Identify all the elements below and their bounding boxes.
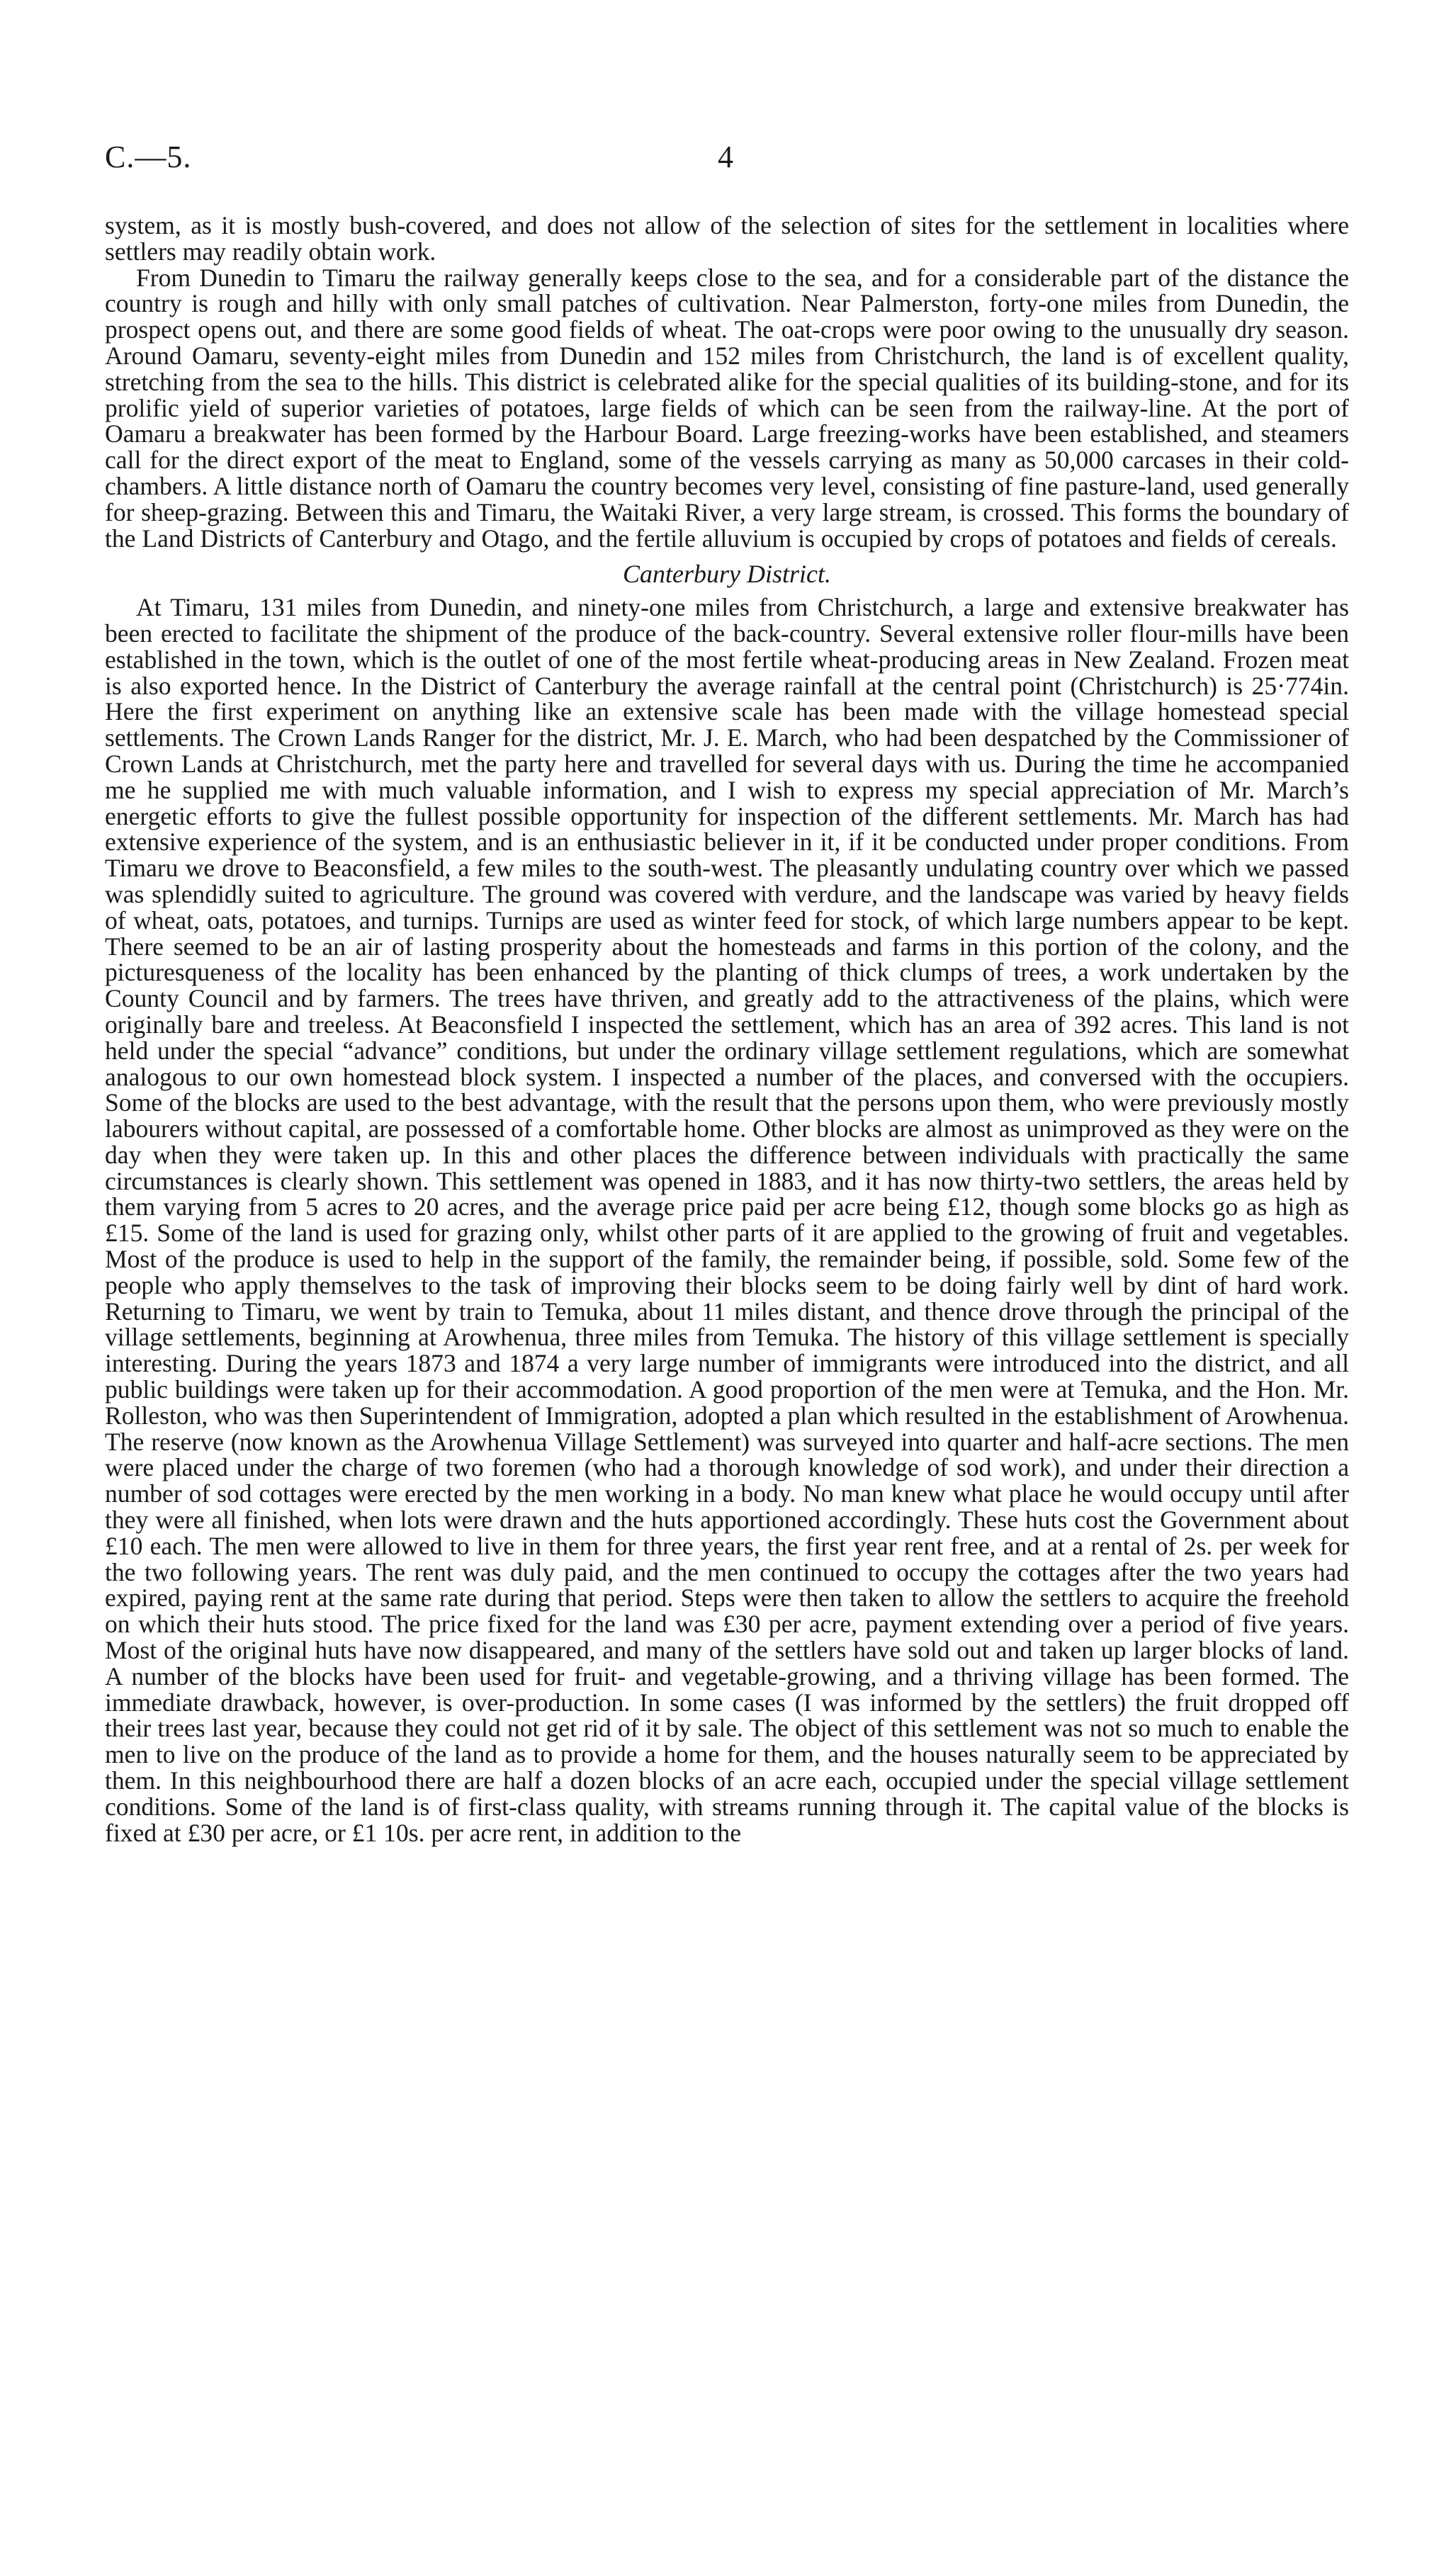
document-reference: C.—5. <box>105 140 192 174</box>
running-header <box>105 139 1349 181</box>
paragraph-timaru: At Timaru, 131 miles from Dunedin, and ninety-one miles from Christchurch, a large and extensive breakwater has been erected to facilitate the shipment of the produce of the back-country. Several extensive roller flour-mills have been established in the town, which is the outlet of one of the most fertile wheat-producing areas in New Zealand. Frozen meat is also exported hence. In the District of Canterbury the average rainfall at the central point (Christchurch) is 25·774in. Here the first experiment on anything like an extensive scale has been made with the village homestead special settlements. The Crown Lands Ranger for the district, Mr. J. E. March, who had been despatched by the Commissioner of Crown Lands at Christchurch, met the party here and travelled for several days with us. During the time he accompanied me he supplied me with much valuable information, and I wish to express my special appreciation of Mr. March’s energetic efforts to give the fullest possible opportunity for inspection of the different settlements. Mr. March has had extensive experience of the system, and is an enthusiastic believer in it, if it be conducted under proper conditions. From Timaru we drove to Beaconsfield, a few miles to the south-west. The pleasantly undulating country over which we passed was splendidly suited to agriculture. The ground was covered with verdure, and the landscape was varied by heavy fields of wheat, oats, potatoes, and turnips. Turnips are used as winter feed for stock, of which large numbers appear to be kept. There seemed to be an air of lasting prosperity about the homesteads and farms in this portion of the colony, and the picturesqueness of the locality has been enhanced by the planting of thick clumps of trees, a work undertaken by the County Council and by farmers. The trees have thriven, and greatly add to the attractiveness of the plains, which were originally bare and treeless. At Beaconsfield I inspected the settlement, which has an area of 392 acres. This land is not held under the special “advance” conditions, but under the ordinary village settlement regulations, which are somewhat analogous to our own homestead block system. I inspected a number of the places, and conversed with the occupiers. Some of the blocks are used to the best advantage, with the result that the persons upon them, who were previously mostly labourers without capital, are possessed of a comfortable home. Other blocks are almost as unimproved as they were on the day when they were taken up. In this and other places the difference between individuals with practically the same circumstances is clearly shown. This settlement was opened in 1883, and it has now thirty-two settlers, the areas held by them varying from 5 acres to 20 acres, and the average price paid per acre being £12, though some blocks go as high as £15. Some of the land is used for grazing only, whilst other parts of it are applied to the growing of fruit and vegetables. Most of the produce is used to help in the support of the family, the remainder being, if possible, sold. Some few of the people who apply themselves to the task of improving their blocks seem to be doing fairly well by dint of hard work. Returning to Timaru, we went by train to Temuka, about 11 miles distant, and thence drove through the principal of the village settlements, beginning at Arowhenua, three miles from Temuka. The history of this village settlement is specially interesting. During the years 1873 and 1874 a very large number of immigrants were introduced into the district, and all public buildings were taken up for their accommodation. A good proportion of the men were at Temuka, and the Hon. Mr. Rolleston, who was then Superintendent of Immigration, adopted a plan which resulted in the establishment of Arowhenua. The reserve (now known as the Arowhenua Village Settlement) was surveyed into quarter and half-acre sections. The men were placed under the charge of two foremen (who had a thorough knowledge of sod work), and under their direction a number of sod cottages were erected by the men working in a body. No man knew what place he would occupy until after they were all finished, when lots were drawn and the huts apportioned accordingly. These huts cost the Government about £10 each. The men were allowed to live in them for three years, the first year rent free, and at a rental of 2s. per week for the two following years. The rent was duly paid, and the men continued to occupy the cottages after the two years had expired, paying rent at the same rate during that period. Steps were then taken to allow the settlers to acquire the freehold on which their huts stood. The price fixed for the land was £30 per acre, payment extending over a period of five years. Most of the original huts have now disappeared, and many of the settlers have sold out and taken up larger blocks of land. A number of the blocks have been used for fruit- and vegetable-growing, and a thriving village has been formed. The immediate drawback, however, is over-production. In some cases (I was informed by the settlers) the fruit dropped off their trees last year, because they could not get rid of it by sale. The object of this settlement was not so much to enable the men to live on the produce of the land as to provide a home for them, and the houses naturally seem to be appreciated by them. In this neighbourhood there are half a dozen blocks of an acre each, occupied under the special village settlement conditions. Some of the land is of first-class quality, with streams running through it. The capital value of the blocks is fixed at £30 per acre, or £1 10s. per acre rent, in addition to the <box>105 593 1349 1847</box>
page-number: 4 <box>718 140 733 174</box>
paragraph-continued: system, as it is mostly bush-covered, and does not allow of the selection of sites for the settlement in localities where settlers may readily obtain work. <box>105 211 1349 266</box>
body-text <box>105 213 1349 1846</box>
section-heading: Canterbury District. <box>623 560 831 589</box>
paragraph-dunedin-to-timaru: From Dunedin to Timaru the railway generally keeps close to the sea, and for a considerable part of the distance the country is rough and hilly with only small patches of cultivation. Near Palmerston, forty-one miles from Dunedin, the prospect opens out, and there are some good fields of wheat. The oat-crops were poor owing to the unusually dry season. Around Oamaru, seventy-eight miles from Dunedin and 152 miles from Christchurch, the land is of excellent quality, stretching from the sea to the hills. This district is celebrated alike for the special qualities of its building-stone, and for its prolific yield of superior varieties of potatoes, large fields of which can be seen from the railway-line. At the port of Oamaru a breakwater has been formed by the Harbour Board. Large freezing-works have been established, and steamers call for the direct export of the meat to England, some of the vessels carrying as many as 50,000 carcases in their cold-chambers. A little distance north of Oamaru the country becomes very level, consisting of fine pasture-land, used generally for sheep-grazing. Between this and Timaru, the Waitaki River, a very large stream, is crossed. This forms the boundary of the Land Districts of Canterbury and Otago, and the fertile alluvium is occupied by crops of potatoes and fields of cereals. <box>105 263 1349 553</box>
